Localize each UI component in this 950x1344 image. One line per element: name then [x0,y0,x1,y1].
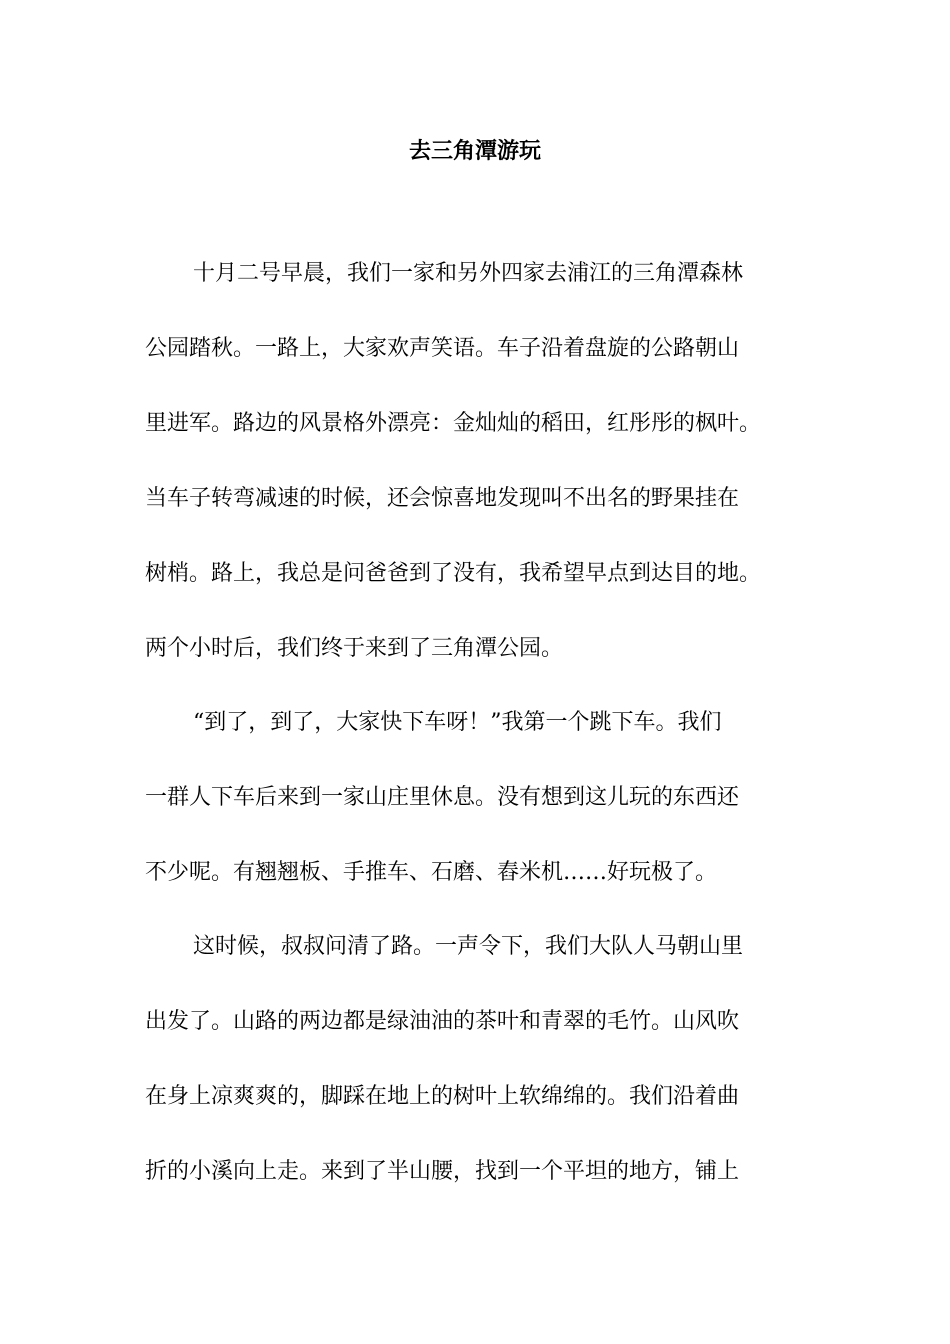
paragraph-1-line-2: 公园踏秋。一路上，大家欢声笑语。车子沿着盘旋的公路朝山 [145,336,740,361]
paragraph-1-line-6: 两个小时后，我们终于来到了三角潭公园。 [145,636,564,661]
document-title: 去三角潭游玩 [408,139,541,164]
paragraph-3-line-4: 折的小溪向上走。来到了半山腰，找到一个平坦的地方，铺上 [145,1159,740,1184]
paragraph-1-line-5: 树梢。路上，我总是问爸爸到了没有，我希望早点到达目的地。 [145,561,762,586]
paragraph-2-line-2: 一群人下车后来到一家山庄里休息。没有想到这儿玩的东西还 [145,785,740,810]
paragraph-3-line-2: 出发了。山路的两边都是绿油油的茶叶和青翠的毛竹。山风吹 [145,1009,740,1034]
paragraph-1-line-3: 里进军。路边的风景格外漂亮：金灿灿的稻田，红彤彤的枫叶。 [145,411,762,436]
paragraph-3-line-3: 在身上凉爽爽的，脚踩在地上的树叶上软绵绵的。我们沿着曲 [145,1084,740,1109]
paragraph-2-line-1: “到了，到了，大家快下车呀！”我第一个跳下车。我们 [193,710,722,735]
paragraph-1-line-1: 十月二号早晨，我们一家和另外四家去浦江的三角潭森林 [193,261,744,286]
paragraph-1-line-4: 当车子转弯减速的时候，还会惊喜地发现叫不出名的野果挂在 [145,486,740,511]
paragraph-3-line-1: 这时候，叔叔问清了路。一声令下，我们大队人马朝山里 [193,934,744,959]
paragraph-2-line-3: 不少呢。有翘翘板、手推车、石磨、舂米机……好玩极了。 [145,860,718,885]
